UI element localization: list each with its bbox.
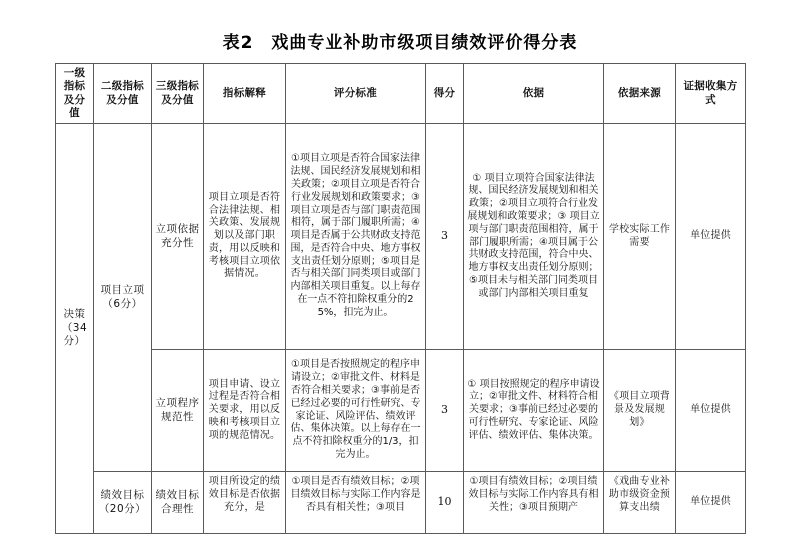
cell-level1-decision: 决策（34分） [56, 124, 94, 534]
cell-explanation: 项目所设定的绩效目标是否依据充分，是 [204, 472, 286, 534]
cell-criteria: ①项目是否有绩效目标；②项目绩效目标与实际工作内容是否具有相关性；③项目 [286, 472, 426, 534]
table-container [0, 63, 800, 534]
column-header-level2: 二级指标及分值 [94, 64, 152, 124]
column-header-basis-source: 依据来源 [604, 64, 676, 124]
cell-evidence-collection: 单位提供 [676, 472, 746, 534]
table-header-row [56, 64, 746, 124]
cell-criteria: ①项目是否按照规定的程序申请设立；②审批文件、材料是否符合相关要求；③事前是否已经过必要的可行性研究、专家论证、风险评估、绩效评估、集体决策。以上每存在一点不符扣除权重分的1/3，扣完为止。 [286, 350, 426, 472]
table-header [56, 64, 746, 124]
table-body [56, 124, 746, 534]
table-row [56, 124, 746, 350]
column-header-level1: 一级指标及分值 [56, 64, 94, 124]
page-title: 表2 戏曲专业补助市级项目绩效评价得分表 [222, 33, 578, 53]
cell-score: 10 [426, 472, 464, 534]
cell-level3-procedure-compliance: 立项程序规范性 [152, 350, 204, 472]
column-header-criteria: 评分标准 [286, 64, 426, 124]
cell-basis-source: 《项目立项背景及发展规划》 [604, 350, 676, 472]
cell-score: 3 [426, 124, 464, 350]
column-header-level3: 三级指标及分值 [152, 64, 204, 124]
cell-score: 3 [426, 350, 464, 472]
cell-basis-source: 《戏曲专业补助市级资金预算支出绩 [604, 472, 676, 534]
column-header-evidence-collection: 证据收集方式 [676, 64, 746, 124]
performance-score-table [55, 63, 746, 534]
cell-evidence-collection: 单位提供 [676, 350, 746, 472]
table-row [56, 350, 746, 472]
cell-level3-target-rationality: 绩效目标合理性 [152, 472, 204, 534]
column-header-basis: 依据 [464, 64, 604, 124]
cell-explanation: 项目立项是否符合法律法规、相关政策、发展规划以及部门职责，用以反映和考核项目立项依据情况。 [204, 124, 286, 350]
cell-basis-source: 学校实际工作需要 [604, 124, 676, 350]
cell-explanation: 项目申请、设立过程是否符合相关要求，用以反映和考核项目立项的规范情况。 [204, 350, 286, 472]
cell-level2-performance-target: 绩效目标（20分） [94, 472, 152, 534]
cell-level3-basis-sufficiency: 立项依据充分性 [152, 124, 204, 350]
cell-level2-project-establishment: 项目立项（6分） [94, 124, 152, 472]
cell-basis: ①项目有绩效目标；②项目绩效目标与实际工作内容具有相关性；③项目预期产 [464, 472, 604, 534]
cell-evidence-collection: 单位提供 [676, 124, 746, 350]
cell-criteria: ①项目立项是否符合国家法律法规、国民经济发展规划和相关政策；②项目立项是否符合行业发展规划和政策要求；③项目立项是否与部门职责范围相符，属于部门履职所需；④项目是否属于公共财政支持范围，是否符合中央、地方事权支出责任划分原则；⑤项目是否与相关部门同类项目或部门内部相关项目重复。以上每存在一点不符扣除权重分的25%，扣完为止。 [286, 124, 426, 350]
cell-basis: ① 项目按照规定的程序申请设立；②审批文件、材料符合相关要求；③事前已经过必要的可行性研究、专家论证、风险评估、绩效评估、集体决策。 [464, 350, 604, 472]
table-row [56, 472, 746, 534]
column-header-explanation: 指标解释 [204, 64, 286, 124]
column-header-score: 得分 [426, 64, 464, 124]
cell-basis: ① 项目立项符合国家法律法规、国民经济发展规划和相关政策；②项目立项符合行业发展规划和政策要求；③ 项目立项与部门职责范围相符，属于部门履职所需；④项目属于公共财政支持范围，符合中央、地方事权支出责任划分原则；⑤项目未与相关部门同类项目或部门内部相关项目重复 [464, 124, 604, 350]
